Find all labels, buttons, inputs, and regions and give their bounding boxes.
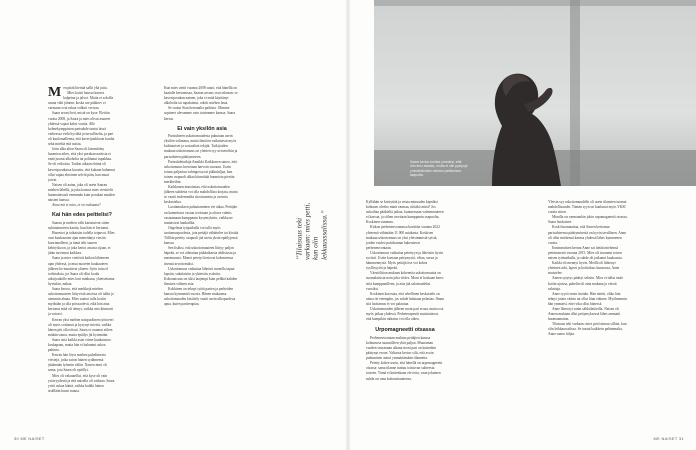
- col1-paragraph: Saara taisi kaikki asiat viime kuukausina koskapaan, mutta hän ei halunnut uskoa pahinta.: [48, 337, 111, 353]
- right-col1-paragraph: Koskinen korostaa, että rehellinen keskustelu on ainoa tie eteenpäin, jos suhde halutaan pelastaa. Ilman sitä luottamus ei voi palautua.: [366, 291, 444, 306]
- window-photo: [374, 0, 696, 186]
- left-column-1: [48, 86, 116, 394]
- photo-caption: Saara kertoo kuinka ymmärsi, että hän tiesi asiasta, mutta ei silti pystynyt ymmärtämään miehen pettämisen laajuutta.: [410, 160, 468, 178]
- right-col2-paragraph: Tilaisuus teki varkaan: mies petti minua silloin, kun olin leikkaussalissa. Se tuntui kaikkein pahimmalta, Anne sanoo hiljaa.: [548, 322, 627, 337]
- col1-paragraph: Jotin alka alten Saara oli kimmitiiny huomion aihes, että yksi porukan naisista ei enää juonut alkoholia tai polttanut tupakkaa. Se oli erikoista. Taidon aikaan ehtinä oli kaveriporukassa kuvattu, että kukaan halunnut ollut vapaa ehtoinen selviä päin, kun muut joivat.: [48, 147, 115, 182]
- col2-paragraph: Sen lisäksi, että uskottomuuteen liittyy paljon häpeää, se voi aiheuttaa pitkäaikaista ahdistusta ja masennusta. Monet petetyt kertovat kokeneensa itsensä arvottomiksi.: [164, 246, 236, 266]
- right-col1-paragraph: Väestöliiton mukaan kokeneita uskottomuutta on suomalaisista noin joka viides. Moni ei koskaan kerro siitä kumppanilleen, ja asia jää salaisuudeksi vuosiksi.: [366, 271, 444, 291]
- col1-bottom-text: [48, 221, 116, 394]
- right-col1-paragraph: Petetty kokee usein, että hänellä on urpomagneetti otsassa: sama tilanne tuntuu toistuvan suhteesta toiseen. Tämä ei kuitenkaan ole totta, vaan jokainen suhde on oma kokonaisuutensa.: [366, 361, 443, 381]
- pull-quote: [286, 192, 338, 262]
- col2-paragraph: Luottamuksen palauttaminen vie aikaa. Pettäjän on kannettava vastuu teoistaan ja oltava valmis vastaamaan kumppanin kysymyksiin, vaikka ne tuntuisivat hankalilta.: [164, 205, 237, 225]
- right-column-2: [548, 200, 628, 338]
- section-heading-ei-vain: Ei vain yksilön asia: [177, 125, 227, 132]
- col1-paragraph: Huomiot ja taikaisiin todella toipuvat. Mies ousi kuukausien ajan menettänyt viestin kuorinnalleen, ja tämä teki suuren kehityskoon, ja joka kertoi asiasta sijaan, ei jätän tarvinnut kaikkea.: [48, 230, 115, 256]
- right-col2-text: [548, 200, 628, 338]
- woman-at-window-illustration: [374, 0, 696, 186]
- col2-body-text: [164, 134, 240, 307]
- col1-paragraph: Kerran hän löysi miehen puhelimesta viestejä, jotka saivat hänen sydämensä jättämään lyönnin väliin. Naisen nimi oli sama, jota Saara oli epäillyt.: [48, 353, 107, 373]
- col2-paragraph: Parisuhdetutkija Annikki Kaikkonen sanoo, että uskottomuus kerrotaan harvoin suoraan. Usein totuus paljastuu vahingossa tai pikkuhiljaa, kun toinen osapuoli alkaa kiinnittää huomiota pieniin merkkeihin.: [164, 159, 237, 184]
- right-col1-paragraph: Kyllähän se kristyttää ja vesaa minuuden kipeäksi kohtaan: oleeko minä varmaa, riittäkö minä? Jos sukoiltaa pääkieliä jatkaa, kuntaessaan valmentuuteen ei kasvaa, ja siihen tarvitaan kumppanin osapuolta, Koskinen summaa.: [366, 200, 444, 225]
- col2-top-text: [164, 86, 240, 122]
- col1-paragraph: Mies oli vakuutellut, että kyse oli vain ystävyydestä ja että naisella oli vaikeaa. Saara yritti uskoa häntä, vaikka kaikki hänen sisällään huusi muuta.: [48, 373, 115, 393]
- right-col2-paragraph: Minulla on varmaankin jokin urpomagneetti otsassa, Saara huokaisee.: [548, 215, 628, 225]
- right-col2-paragraph: Anne liberoiyi sanin sähkölaitteilla. Naisen oli Annen mukaan ollut pettymyksessä lähes ammatti huomaamaton.: [548, 306, 621, 322]
- col2-paragraph: Se suotui Sian herranalta paihista. Olimme sopineet olevamme vain toistemme kanssa, Saara kertoo.: [164, 106, 236, 121]
- col1-paragraph: Anna mä et mies, et on raskaana?: [52, 203, 101, 208]
- right-col1-paragraph: Uskottomuuden jälkeen moni pari eroaa, mutta osa myös jatkaa yhdessä. Perheterapeutit muistuttavat, että kumpikin ratkaisu voi olla oikea.: [366, 306, 444, 322]
- right-page: [348, 0, 696, 450]
- col2-paragraph: Parisuhteen uskottomuudesta puhutaan usein yksilön valintana, mutta ilmiöön vaikuttavat myös kulttuuriset ja sosiaaliset tekijät. Tutkijoiden mukaan uskottomuus on yleinen syy avioeroihin ja parisuhteen päättymiseen.: [164, 134, 238, 159]
- right-folio: ME NAISET 31: [653, 437, 684, 441]
- col1-paragraph: Saara ja mies viettivät kaikon lähteneen ajan yhdessä, ja mua nuoreen kuukauteen jälkeen he muuttivat yhteen. Syön tuttu ol todistuksia, jot Saara oli ollut koulu uiksijoukolle mies loni minkuna, yhteisettama hyvinkin, mikaa.: [48, 256, 115, 286]
- section-heading-kai-han: Kai hän edes peittelisi?: [52, 212, 112, 219]
- col2-paragraph: Kun mies otetti vuonna 2008 sanot, että hänellä on kaatalle kertomisaa, Saaran arvaus osui oikeaan: se kaveriporukan nainen, joka ei enää käyttänyt alkoholia tai tupakoinut, odotti miehen lasta.: [164, 86, 238, 106]
- right-col1-text: [366, 200, 444, 322]
- drop-cap: M: [48, 85, 62, 100]
- col1-paragraph-0: Men pitää hiertää sallii yhä juttu.: [48, 85, 108, 100]
- right-col1-paragraph: Uskottomuus vaikuttaa petettyyn ja läheisiin hyvin syvästi. Usein koetaan pettymystä, vihaa, surua ja hämmennystä. Myös pettäjä itse voi kokea syyllisyyttä ja häpeää.: [366, 250, 444, 271]
- right-col1-bottom-text: [366, 336, 444, 382]
- col1-paragraph: Saara arvasi heti, mistä on kyse. Elettiin vuotta 2008, ja Saara ja mies olivat asuneet yhdessä vajaat kaksi vuotta. Alle kolmekymppisten parisuhde tuntui tässä vaiheessa vielä hyvältä ja turvalliselta, ja pari oli kuulomalleena, että kaverijoukkoon kuului sekä miehiä että naisia.: [48, 111, 115, 147]
- left-folio: 30 ME NAISET: [14, 437, 45, 441]
- col2-paragraph: Uskottomuus vaikuttaa läheiset monella tapaa: lapsiin, sukulaisiin ja yhteisiin ystäviin. Kokonaisuus on siksi laajempi kuin pelkkä kahden ihmisen välinen asia.: [164, 266, 238, 286]
- right-col2-paragraph: Yleisin syy uskottomuudelle oli usein tilanteen tuomat mahdollisuudet, Tämän syyn on kuulunut myös YKSI vuotta sitten.: [548, 200, 627, 215]
- col1-paragraph: Naisen oli aaina, joka oli usein Saaran miehen lähellä, ja joka kanssa mies viesittelii huomattavasti enemmän kuin porukan muiden naisten kanssa.: [48, 182, 115, 203]
- col1-paragraph: Saaran ja miehen välit kariutuivat sitten suhtautumisen kautta, kun hän ei kertonut.: [48, 220, 110, 230]
- col1-paragraph: Mies kaisti haussa kauvoi kalpeina ja jalvoi. Muita ei sokolla sanna vähi jäinem, koska ure pääkorv ei varmaan ovat rukaa valkuti verwaa.: [48, 91, 114, 111]
- right-col2-paragraph: Annen sytytys päättyi seksiin. Mies ei tullut enää kotiin ajoissa, puhelin oli aina mukana ja viestit salattuja.: [548, 276, 623, 291]
- section-heading-urpomagneetti: Urpomagneetti otsassa: [375, 327, 435, 334]
- right-col1-paragraph: Perheneuvontaan mahtuu pettäjien kanssa kolmasosa suunnilleen yhtä paljon. Muutaman vuoden seurannan aikana moni pari on kuitenkin päätynyt eroon. Valtaosa kertoo silti, että avoin puhuminen auttoi ymmärtämään tilannetta.: [366, 335, 437, 361]
- col2-paragraph: Kaikkonen muistuttaa, että uskottomuuden jälkeen suhdetta voi olla mahdollista korjata, mutta se vaatii molemmilta sitoutumista ja avointa keskustelua.: [164, 185, 238, 205]
- col1-paragraph: Kerran yksi miehen naispuolinen työtoveri oli myös soittanut ja kysynyt miestä, vaikka hänen piti olla töissä. Saara ei osannut siihen mitään sanoa, mutta epäilys jäi kytemään.: [48, 317, 114, 337]
- col2-paragraph: Ongelmia työpaikalla voi tulla myös tuottamuspuolesta, jota pettäjä vähättelee tai kiistää. Tällöin petetty osapuoli jää usein yksin epäilyjensä kanssa.: [164, 225, 239, 246]
- col1-top-text: [48, 86, 116, 208]
- col1-paragraph: Saara kertoo, että merkkejä miehen uskottomuuteen liittyvistä asioista oli tullut jo aiemmin ahuaa. Mies saattoi tulla kotiin myöhään ja olla poissaolevä, eikä hän aina kertonut mitä oli tehnyt, vaikka asia kiinnosti ja vaivasi.: [48, 286, 114, 317]
- spread-gutter: [345, 0, 351, 450]
- right-col1-paragraph: Kirkon perheneuvonnassa havittiin vuonna 2022 yhteensä vähintään 11 000 asiakasta. Koskisen mukaan uskottomuus on yksi yleisimmistä syistä, joiden vuoksi pariskunnat hakeutuvat perheneuvontaan.: [366, 225, 440, 250]
- col2-paragraph: Kokkinen on tehnyt työtä parien ja perheiden kanssa kymmeniä vuosia. Hänen mukaansa uskottomuuden käsittely vaatii usein ulkopuolista apua, kuten pariterapiaa.: [164, 286, 236, 307]
- right-col2-paragraph: Ensimmäisen kerran Anne sai tietää miehensä pettämisestä vuonna 2015. Mies oli tavannut toisen naisen työmatkalla, ja suhde oli jatkunut kuukausia.: [548, 245, 623, 261]
- right-col2-paragraph: Koski huomauttaa, että Annen kertomus parisuhteensa päättymisestä on hyvin tavallinen. Anne oli ollut miehensä kanssa yhdessä lähes kymmenen vuotta.: [548, 225, 627, 245]
- pull-quote-text: ”Tilaisuus teki varkaan: mies petti, kun olin lekkausssalissa.”: [295, 202, 329, 260]
- left-column-2: [164, 86, 240, 307]
- right-col2-paragraph: Anne syytti ensin itseään. Hän mietti, oliko hän tehnyt jotain väärin tai ollut liian etäinen. Myöhemmin hän ymmärsi, ettei vika ollut hänessä.: [548, 291, 627, 306]
- right-col2-paragraph: Kaikki oli mennyt hyvin. Meillä oli lähtenyt yhteinen arki, lapset ja kotitalous kunnossa, Anne muistelee.: [548, 261, 620, 276]
- right-column-1: [366, 200, 444, 382]
